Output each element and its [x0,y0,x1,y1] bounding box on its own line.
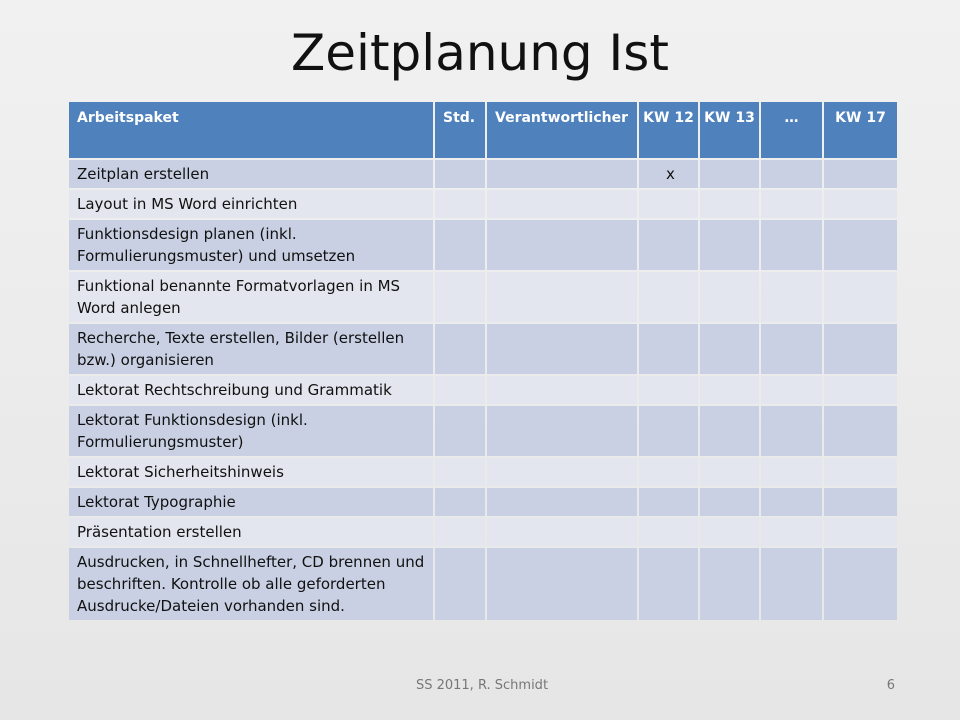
table-row [69,458,897,486]
table-cell [761,220,822,270]
table-cell [761,272,822,322]
table-cell [824,518,897,546]
table-cell [824,406,897,456]
table-cell [487,518,637,546]
table-cell [824,220,897,270]
table-cell [435,458,485,486]
table-cell [639,458,698,486]
table-cell [487,160,637,188]
table-row [69,548,897,620]
table-cell [761,458,822,486]
table-cell [639,220,698,270]
table-cell [487,458,637,486]
table-cell [639,406,698,456]
table-header-row [69,102,897,158]
table-cell [487,406,637,456]
header-verantwortlicher: Verantwortlicher [487,102,637,158]
table-row [69,488,897,516]
table-row [69,376,897,404]
table-cell [700,488,759,516]
table-cell [487,548,637,620]
table-cell [700,406,759,456]
table-cell [824,376,897,404]
work-package-cell: Lektorat Sicherheitshinweis [69,458,433,486]
table-cell [824,548,897,620]
work-package-cell: Layout in MS Word einrichten [69,190,433,218]
table-cell: x [639,160,698,188]
work-package-cell: Funktional benannte Formatvorlagen in MS Word anlegen [69,272,433,322]
table-cell [761,190,822,218]
header-kw13: KW 13 [700,102,759,158]
table-cell [435,406,485,456]
work-package-cell: Recherche, Texte erstellen, Bilder (erstellen bzw.) organisieren [69,324,433,374]
table-row [69,190,897,218]
table-cell [700,324,759,374]
table-row [69,324,897,374]
table-cell [487,488,637,516]
table-cell [435,160,485,188]
header-ellipsis: … [761,102,822,158]
work-package-cell: Ausdrucken, in Schnellhefter, CD brennen und beschriften. Kontrolle ob alle geforderten Ausdrucke/Dateien vorhanden sind. [69,548,433,620]
table-cell [639,190,698,218]
slide-title: Zeitplanung Ist [291,24,669,82]
table-cell [487,190,637,218]
table-cell [487,272,637,322]
table-cell [700,160,759,188]
table-cell [761,324,822,374]
table-cell [487,324,637,374]
table-cell [761,160,822,188]
table-cell [639,324,698,374]
table-cell [761,518,822,546]
table-cell [435,220,485,270]
table-cell [700,458,759,486]
table-row [69,160,897,188]
work-package-cell: Funktionsdesign planen (inkl. Formulierungsmuster) und umsetzen [69,220,433,270]
table-cell [435,324,485,374]
table-cell [700,548,759,620]
work-package-cell: Lektorat Rechtschreibung und Grammatik [69,376,433,404]
table-cell [761,488,822,516]
table-cell [487,220,637,270]
table-cell [824,458,897,486]
table-cell [639,376,698,404]
header-kw17: KW 17 [824,102,897,158]
table-cell [824,488,897,516]
header-arbeitspaket: Arbeitspaket [69,102,433,158]
table-cell [761,406,822,456]
schedule-table [67,100,899,622]
table-row [69,518,897,546]
header-kw12: KW 12 [639,102,698,158]
header-std: Std. [435,102,485,158]
table-cell [700,518,759,546]
work-package-cell: Lektorat Typographie [69,488,433,516]
table-cell [824,272,897,322]
table-row [69,220,897,270]
table-cell [435,376,485,404]
table-cell [435,190,485,218]
table-cell [700,190,759,218]
table-cell [435,488,485,516]
table-cell [639,518,698,546]
table-cell [824,324,897,374]
table-cell [824,190,897,218]
table-cell [639,272,698,322]
table-cell [435,548,485,620]
slide-footer [67,678,897,696]
table-cell [761,548,822,620]
work-package-cell: Zeitplan erstellen [69,160,433,188]
table-cell [700,220,759,270]
page-number: 6 [886,678,895,693]
work-package-cell: Präsentation erstellen [69,518,433,546]
table-row [69,406,897,456]
table-cell [700,272,759,322]
table-cell [639,488,698,516]
table-cell [824,160,897,188]
table-cell [761,376,822,404]
table-cell [700,376,759,404]
table-cell [639,548,698,620]
table-row [69,272,897,322]
work-package-cell: Lektorat Funktionsdesign (inkl. Formulierungsmuster) [69,406,433,456]
table-cell [487,376,637,404]
table-cell [435,272,485,322]
table-cell [435,518,485,546]
footer-text: SS 2011, R. Schmidt [415,678,549,693]
